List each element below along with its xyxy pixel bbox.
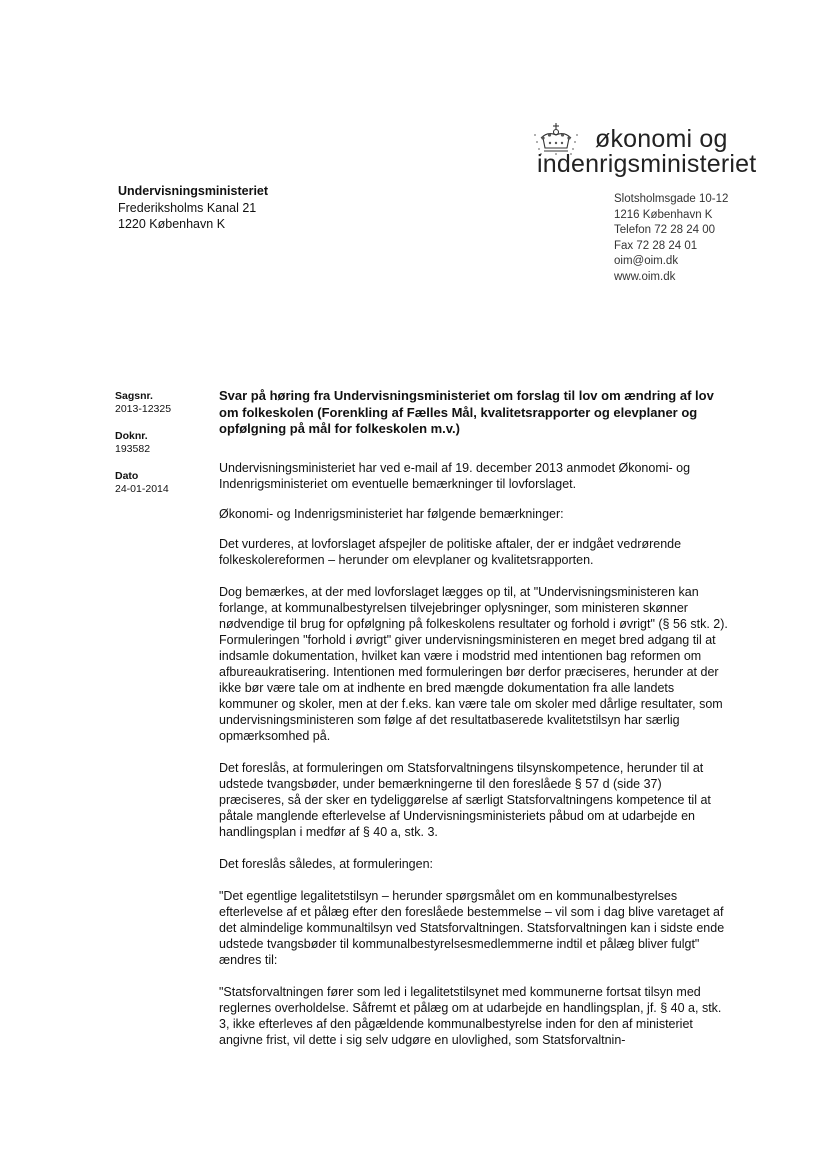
recipient-address <box>118 183 268 233</box>
letter-body <box>219 388 729 1062</box>
doknr-group <box>115 430 205 455</box>
doknr-value: 193582 <box>115 442 151 455</box>
sagsnr-group <box>115 390 205 415</box>
sagsnr-value: 2013-12325 <box>115 402 172 415</box>
paragraph-8: "Statsforvaltningen fører som led i legalitetstilsynet med kommunerne fortsat tilsyn med reglernes overholdelse. Såfremt et pålæg om at udarbejde en handlingsplan, jf. § 40 a, stk. 3, ikke efterleves af den pågældende kommunalbestyrelse inden for den af ministeriet angivne frist, vil dette i sig selv udgøre en ulovlighed, som Statsforvaltnin- <box>219 984 722 1047</box>
recipient-name: Undervisningsministeriet <box>118 184 269 198</box>
recipient-city: 1220 København K <box>118 217 226 231</box>
recipient-street: Frederiksholms Kanal 21 <box>118 200 257 215</box>
paragraph-3: Det vurderes, at lovforslaget afspejler de politiske aftaler, der er indgået vedrørende folkeskolereformen – herunder om elevplaner og kvalitetsrapporten. <box>219 536 682 567</box>
sender-city: 1216 København K <box>614 208 713 221</box>
ministry-logo <box>533 122 773 182</box>
sagsnr-label: Sagsnr. <box>115 390 153 402</box>
paragraph-4: Dog bemærkes, at der med lovforslaget lægges op til, at "Undervisningsministeren kan forlange, at kommunalbestyrelsen tilvejebringer oplysninger, som ministeren skønner nødvendige til brug for opfølgning på folkeskolens resultater og forhold i øvrigt" (§ 56 stk. 2). Formuleringen "forhold i øvrigt" giver undervisningsministeren en meget bred adgang til at indsamle dokumentation, hvilket kan være i modstrid med intentionen bag reformen om afbureaukratisering. Intentionen med formuleringen bør derfor præciseres, herunder at der ikke bør være tale om at indhente en bred mængde dokumentation fra alle landets kommuner og skoler, men at der f.eks. kan være tale om skoler med dårlige resultater, som undervisningsministeren som følge af det resultatbaserede kvalitetstilsyn har særlig opmærksomhed på. <box>219 584 728 743</box>
paragraph-7: "Det egentlige legalitetstilsyn – herunder spørgsmålet om en kommunalbestyrelses efterlevelse af et pålæg efter den foreslåede bestemmelse – vil som i dag blive varetaget af det almindelige kommunaltilsyn ved Statsforvaltningen. Statsforvaltningen kan i sidste ende udstede tvangsbøder til kommunalbestyrelsesmedlemmerne indtil et pålæg bliver fulgt" ændres til: <box>219 888 725 967</box>
doknr-label: Doknr. <box>115 430 148 442</box>
sender-phone: Telefon 72 28 24 00 <box>614 224 716 236</box>
dato-label: Dato <box>115 470 139 482</box>
paragraph-6: Det foreslås således, at formuleringen: <box>219 856 433 871</box>
sender-web: www.oim.dk <box>614 270 676 283</box>
dato-value: 24-01-2014 <box>115 482 169 495</box>
sender-street: Slotsholmsgade 10-12 <box>614 193 729 205</box>
sender-email: oim@oim.dk <box>614 255 679 267</box>
paragraph-1: Undervisningsministeriet har ved e-mail af 19. december 2013 anmodet Økonomi- og Indenrigsministeriet om eventuelle bemærkninger til lovforslaget. <box>219 460 691 491</box>
dato-group <box>115 470 205 495</box>
paragraph-2: Økonomi- og Indenrigsministeriet har følgende bemærkninger: <box>219 506 564 521</box>
document-meta <box>115 390 205 510</box>
logo-text-line1: økonomi og <box>595 125 728 153</box>
sender-contact <box>614 192 728 285</box>
paragraph-5: Det foreslås, at formuleringen om Statsforvaltningens tilsynskompetence, herunder til at udstede tvangsbøder, under bemærkningerne til den foreslåede § 57 d (side 37) præciseres, så der sker en tydeliggørelse af særligt Statsforvaltningens kompetence til at påtale manglende efterlevelse af Undervisningsministeriets påbud om at udarbejde en handlingsplan i medfør af § 40 a, stk. 3. <box>219 760 711 839</box>
letter-subject: Svar på høring fra Undervisningsministeriet om forslag til lov om ændring af lov om folkeskolen (Forenkling af Fælles Mål, kvalitetsrapporter og elevplaner og opfølgning på mål for folkeskolen m.v.) <box>219 388 714 436</box>
logo-text-line2: indenrigsministeriet <box>537 150 757 178</box>
sender-fax: Fax 72 28 24 01 <box>614 239 698 252</box>
